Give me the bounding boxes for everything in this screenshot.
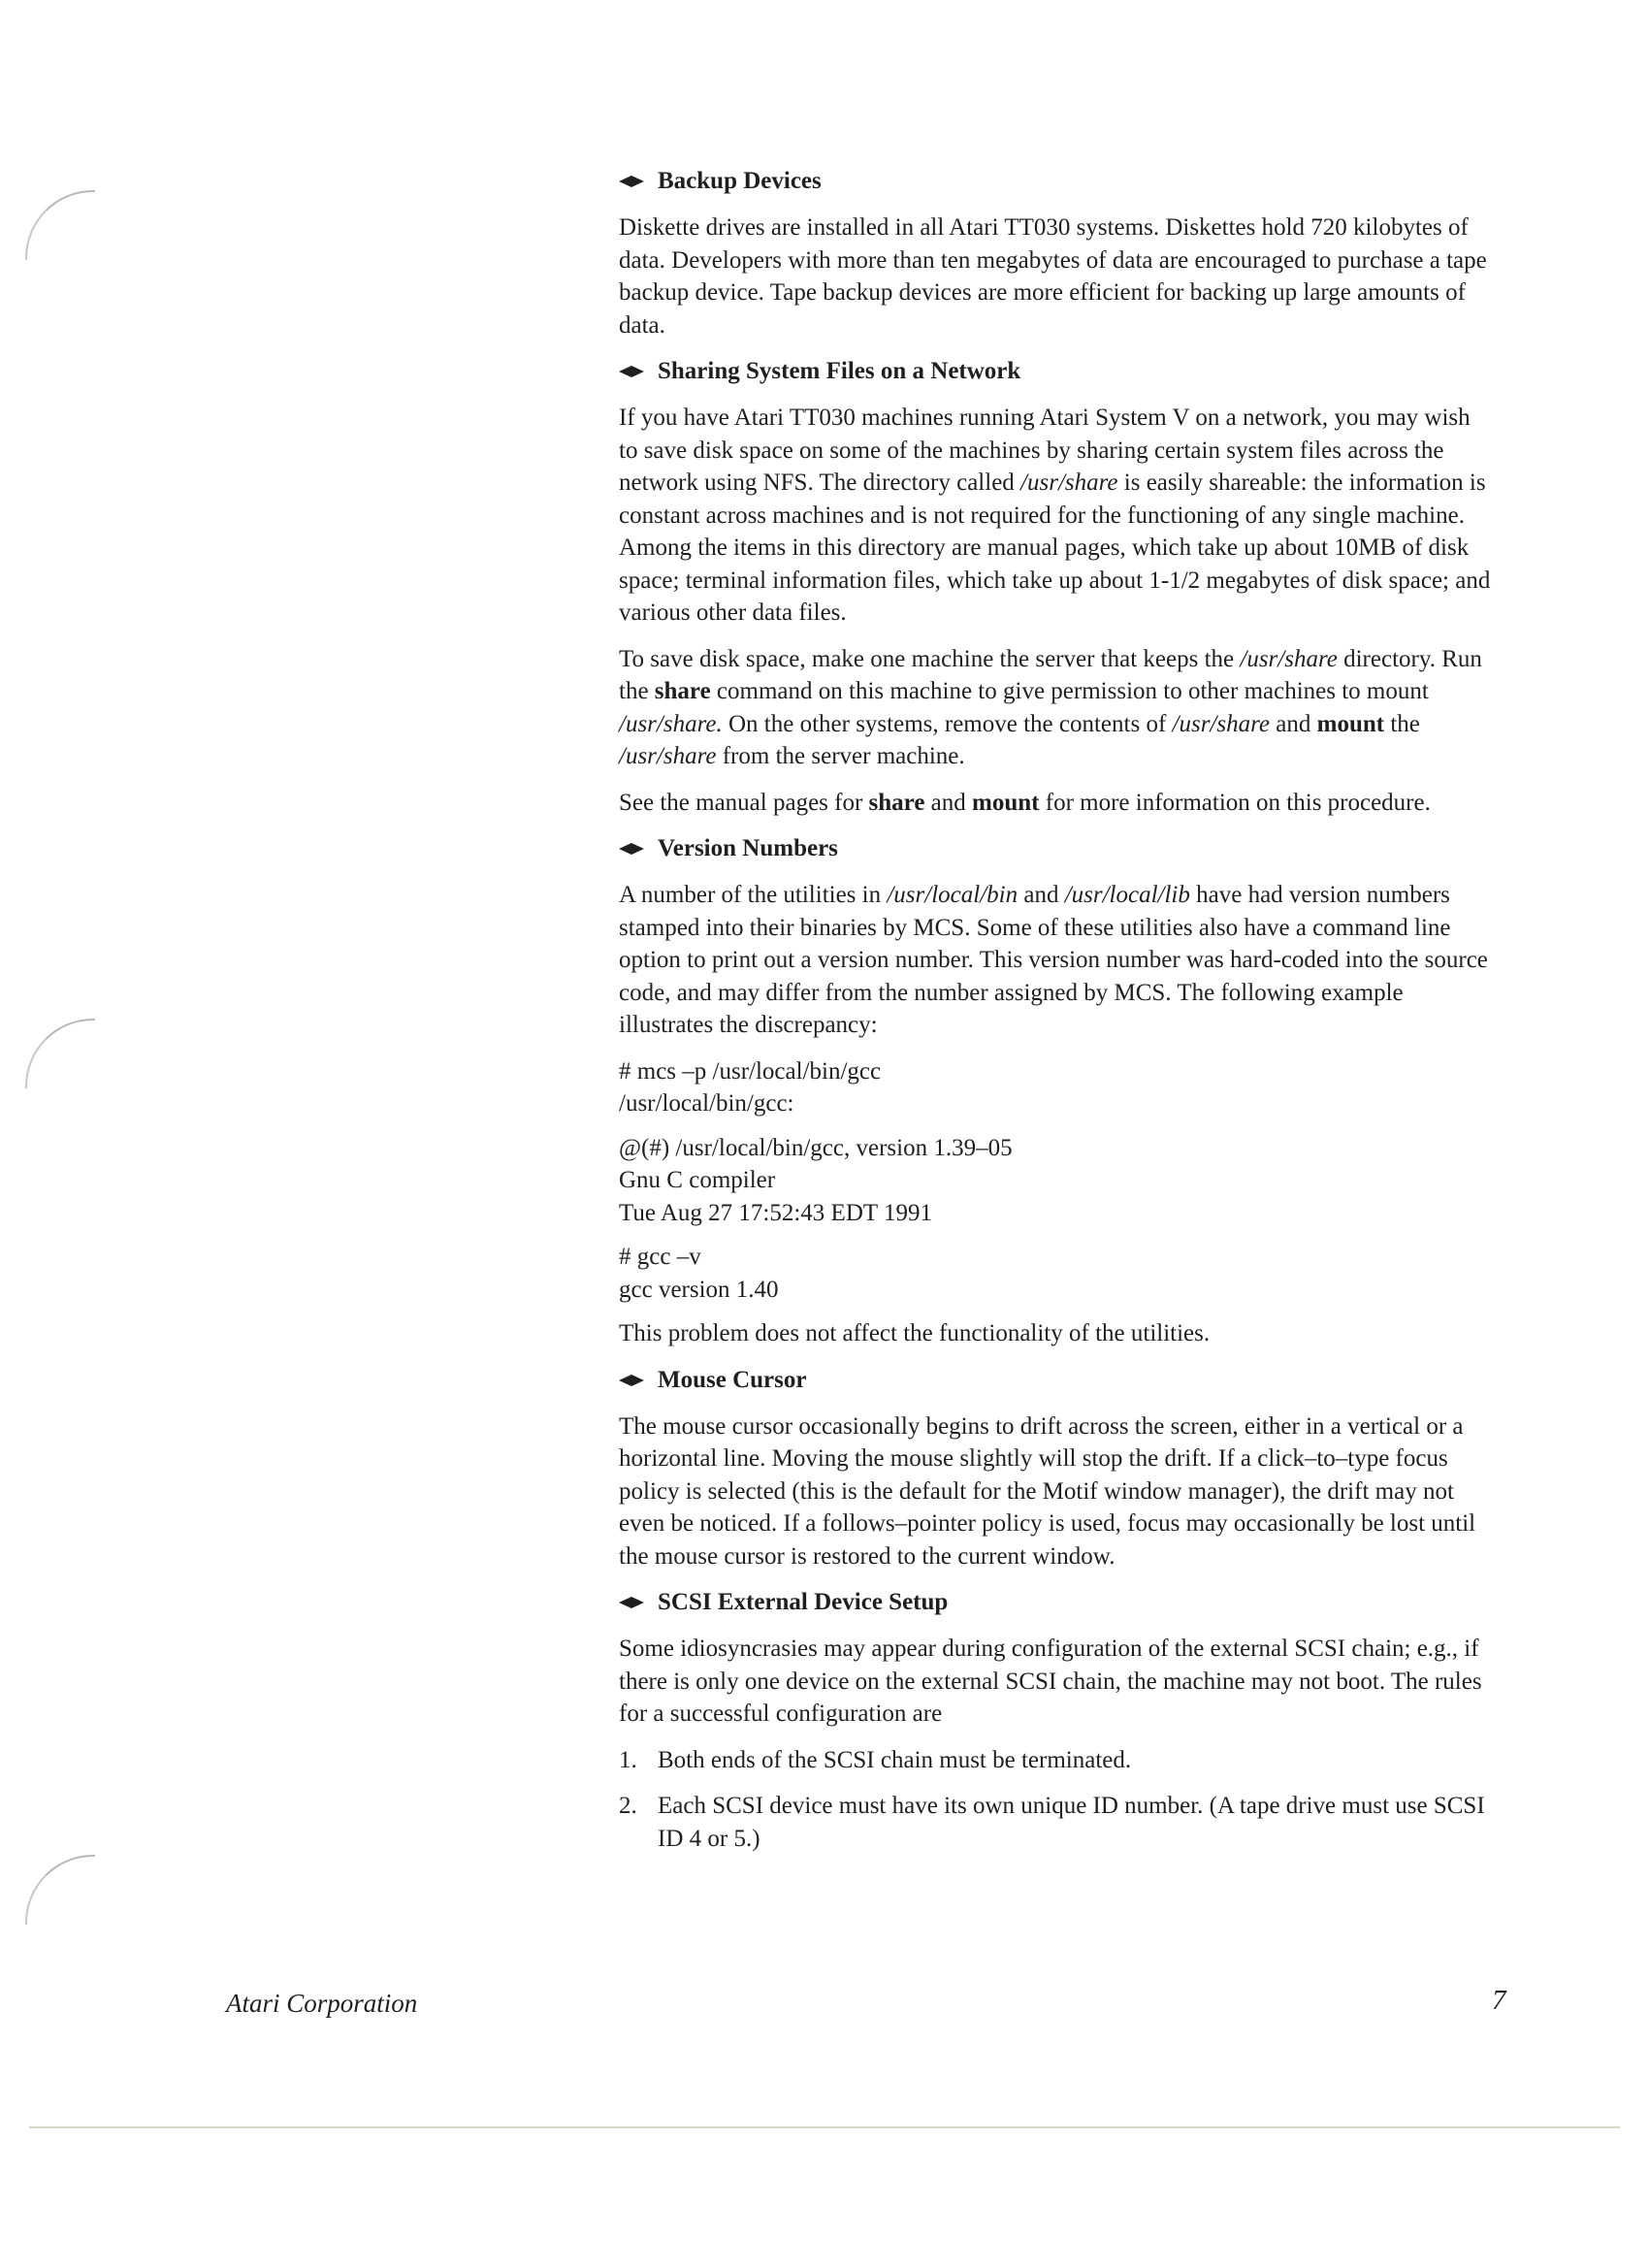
section-heading-mouse-cursor xyxy=(619,1364,1492,1397)
code-example: # mcs –p /usr/local/bin/gcc /usr/local/bin/gcc: xyxy=(619,1057,882,1117)
heading-text: Sharing System Files on a Network xyxy=(658,358,1021,384)
paragraph: A number of the utilities in /usr/local/bin and /usr/local/lib have had version numbers stamped into their binaries by MCS. Some of these utilities also have a command line option to print out a version number. This version number was hard-coded into the source code, and may differ from the number assigned by MCS. The following example illustrates the discrepancy: xyxy=(619,882,1488,1038)
heading-text: Version Numbers xyxy=(658,835,838,861)
list-text: Both ends of the SCSI chain must be terminated. xyxy=(658,1746,1132,1773)
paragraph: Diskette drives are installed in all Atari TT030 systems. Diskettes hold 720 kilobytes of data. Developers with more than ten megabytes of data are encouraged to purchase a tape backup device. Tape backup devices are more efficient for backing up large amounts of data. xyxy=(619,214,1487,339)
punch-hole-mark xyxy=(25,190,95,260)
punch-hole-mark xyxy=(25,1855,95,1925)
footer-page-number: 7 xyxy=(1492,1985,1506,2016)
paragraph: If you have Atari TT030 machines running Atari System V on a network, you may wish to save disk space on some of the machines by sharing certain system files across the network using NFS. The directory called /usr/share is easily shareable: the information is constant across machines and is not required for the functioning of any single machine. Among the items in this directory are manual pages, which take up about 10MB of disk space; terminal information files, which take up about 1-1/2 megabytes of disk space; and various other data files. xyxy=(619,405,1491,626)
paragraph: The mouse cursor occasionally begins to drift across the screen, either in a vertical or a horizontal line. Moving the mouse slightly will stop the drift. If a click–to–type focus policy is selected (this is the default for the Motif window manager), the drift may not even be noticed. If a follows–pointer policy is used, focus may occasionally be lost until the mouse cursor is restored to the current window. xyxy=(619,1412,1476,1570)
section-heading-version-numbers xyxy=(619,832,1492,865)
punch-hole-mark xyxy=(25,1019,95,1088)
list-number: 1. xyxy=(619,1746,637,1773)
diamond-bullet-icon xyxy=(619,1375,644,1386)
heading-text: Mouse Cursor xyxy=(658,1366,807,1393)
paragraph: See the manual pages for share and mount for more information on this procedure. xyxy=(619,789,1431,816)
list-item xyxy=(619,1744,1492,1777)
diamond-bullet-icon xyxy=(619,843,644,855)
paragraph: This problem does not affect the functionality of the utilities. xyxy=(619,1320,1211,1346)
paragraph: To save disk space, make one machine the server that keeps the /usr/share directory. Run the share command on this machine to give permission to other machines to mount /usr/share. On the other systems, remove the contents of /usr/share and mount the /usr/share from the server machine. xyxy=(619,645,1482,769)
page-edge-line xyxy=(29,2126,1620,2128)
main-column xyxy=(619,165,1492,1868)
heading-text: SCSI External Device Setup xyxy=(658,1589,949,1615)
paragraph: Some idiosyncrasies may appear during configuration of the external SCSI chain; e.g., if there is only one device on the external SCSI chain, the machine may not boot. The rules for a successful configuration are xyxy=(619,1636,1482,1727)
diamond-bullet-icon xyxy=(619,366,644,377)
heading-text: Backup Devices xyxy=(658,168,822,194)
section-heading-backup-devices xyxy=(619,165,1492,198)
list-item xyxy=(619,1790,1492,1855)
code-example: # gcc –v gcc version 1.40 xyxy=(619,1244,779,1303)
code-example: @(#) /usr/local/bin/gcc, version 1.39–05 Gnu C compiler Tue Aug 27 17:52:43 EDT 1991 xyxy=(619,1134,1013,1226)
footer-company: Atari Corporation xyxy=(226,1989,418,2018)
list-number: 2. xyxy=(619,1793,637,1819)
diamond-bullet-icon xyxy=(619,176,644,187)
section-heading-scsi-setup xyxy=(619,1586,1492,1619)
diamond-bullet-icon xyxy=(619,1597,644,1608)
list-text: Each SCSI device must have its own unique ID number. (A tape drive must use SCSI ID 4 or 5.) xyxy=(658,1793,1485,1852)
section-heading-sharing-system-files xyxy=(619,355,1492,388)
